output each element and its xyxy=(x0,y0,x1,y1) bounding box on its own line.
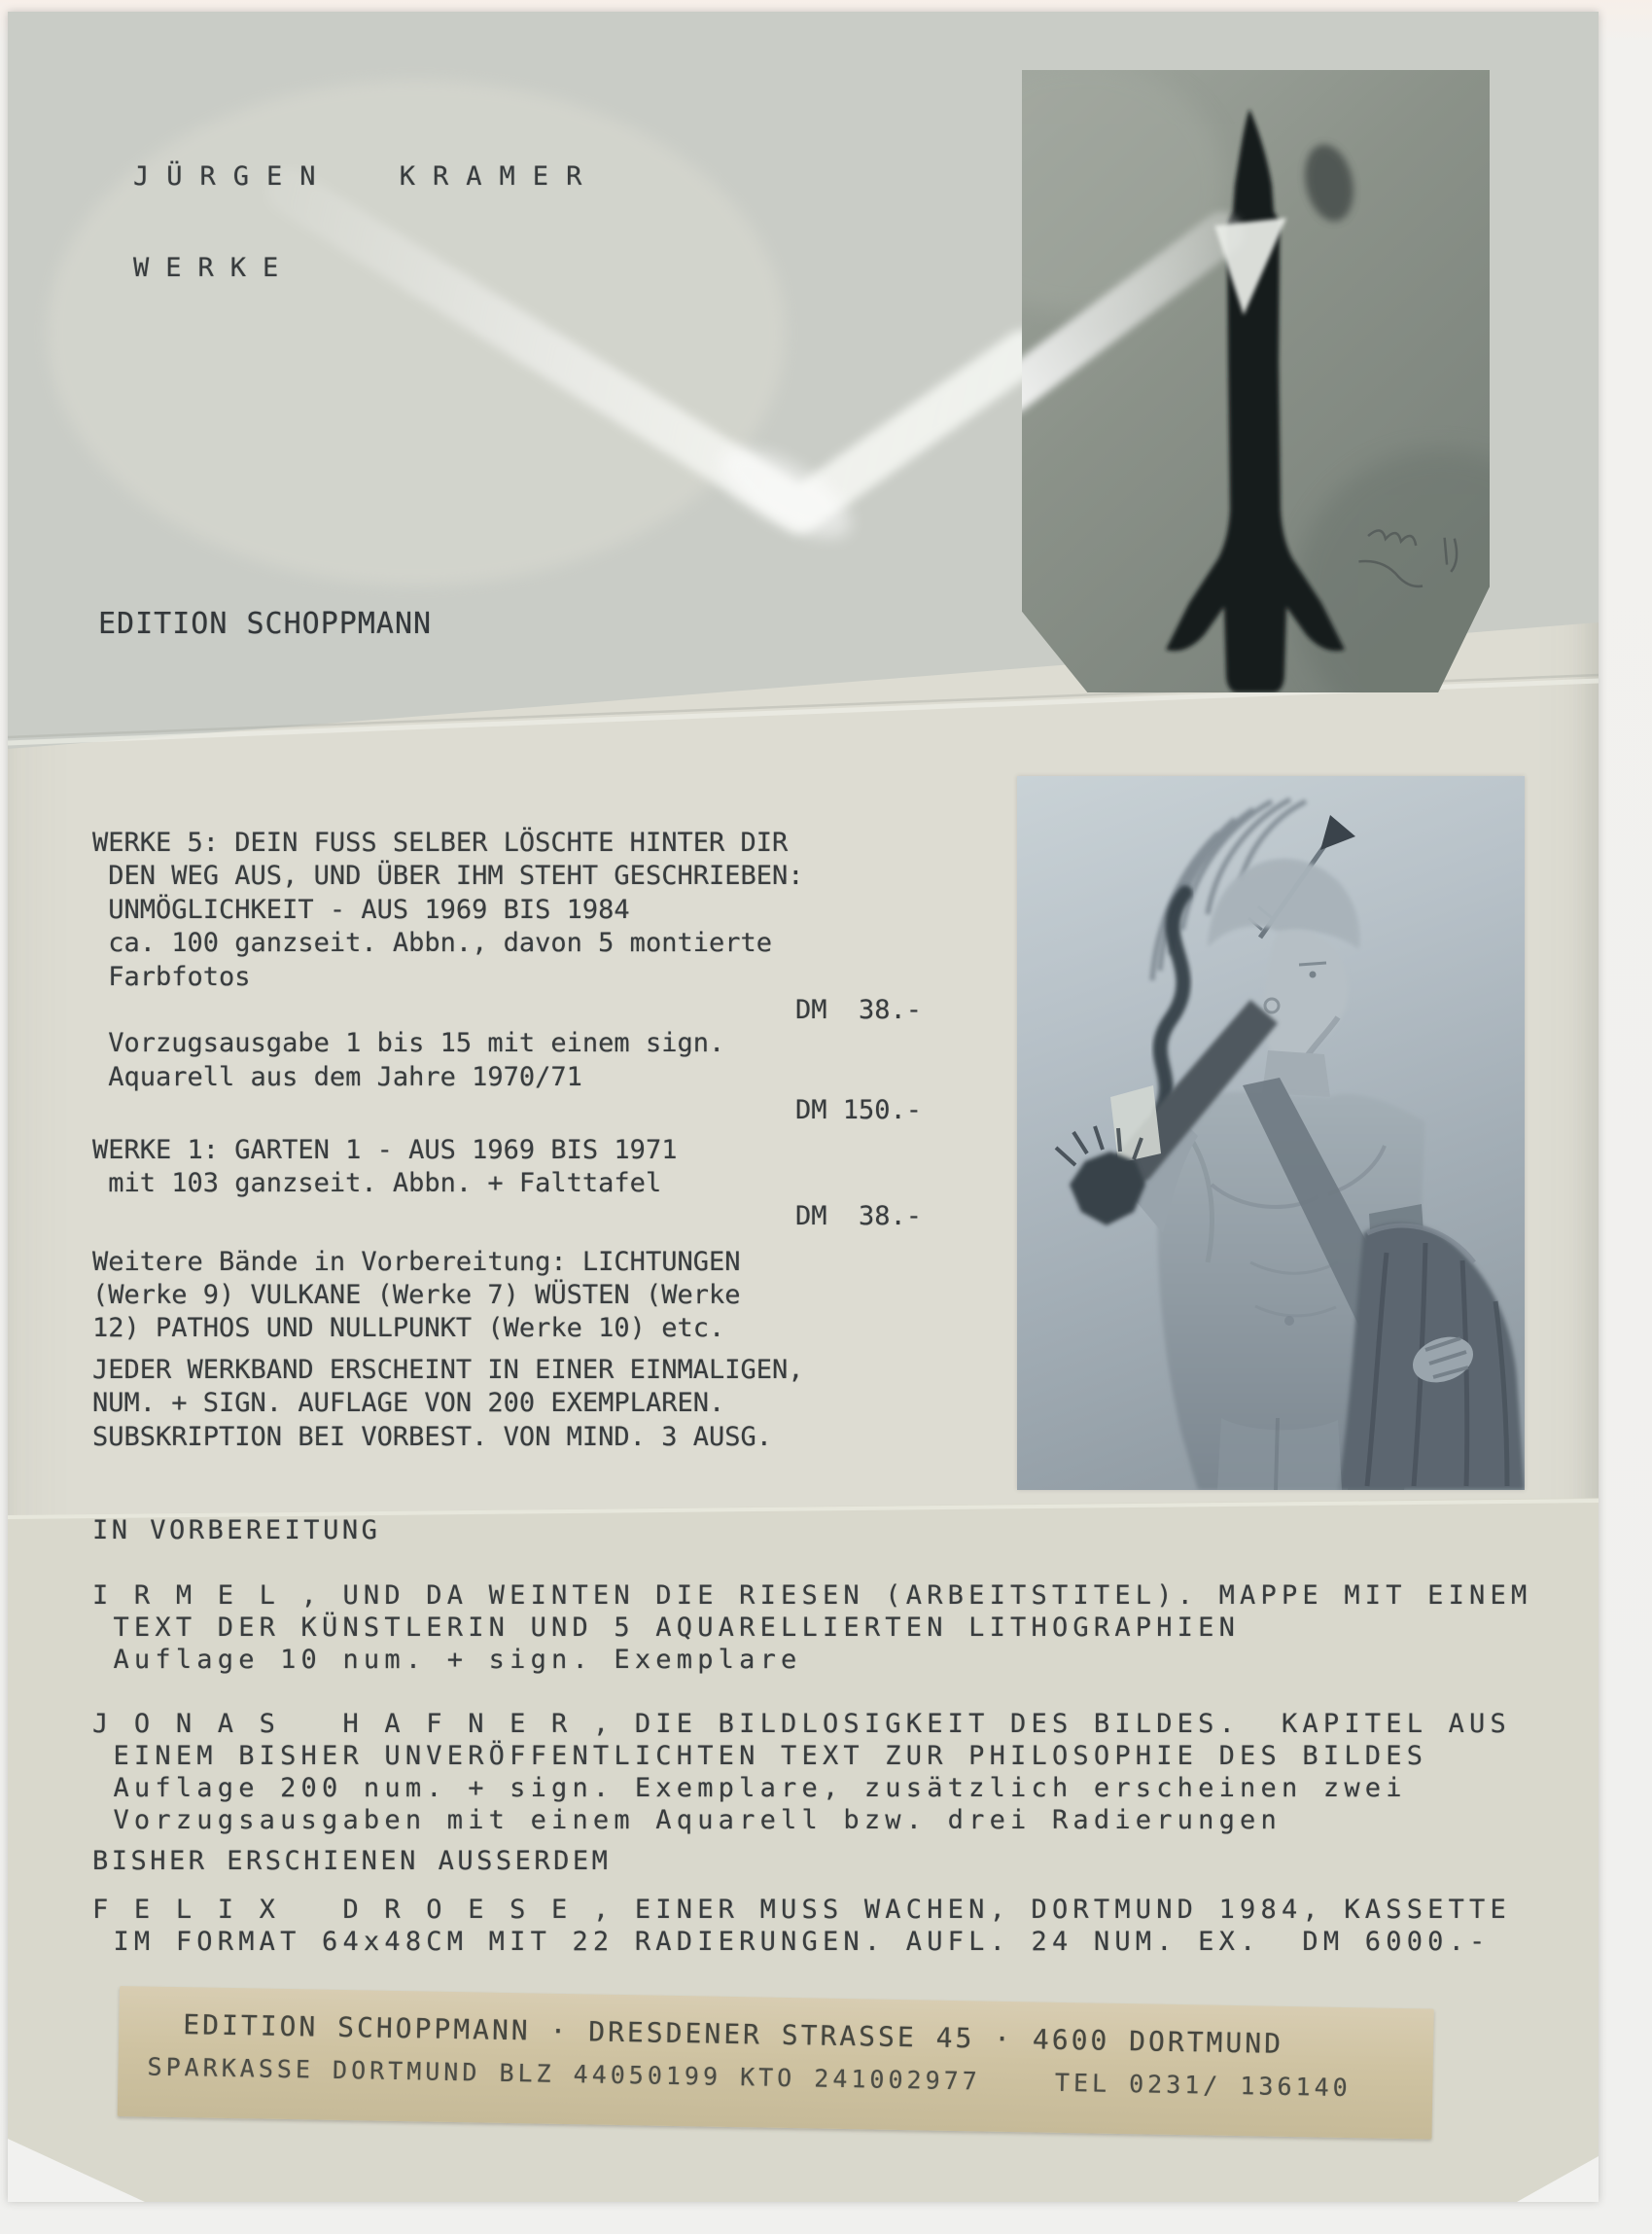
warrior-statue-photo xyxy=(1017,776,1525,1490)
publisher-name: EDITION SCHOPPMANN xyxy=(98,607,433,641)
catalog-line: NUM. + SIGN. AUFLAGE VON 200 EXEMPLAREN. xyxy=(92,1388,725,1419)
section-heading: BISHER ERSCHIENEN AUSSERDEM xyxy=(92,1846,612,1876)
catalog-line: DEN WEG AUS, UND ÜBER IHM STEHT GESCHRIEBEN: xyxy=(92,861,804,892)
announcement-line: EINEM BISHER UNVERÖFFENTLICHTEN TEXT ZUR PHILOSOPHIE DES BILDES xyxy=(92,1741,1428,1771)
rocket-painting-photo xyxy=(1022,70,1490,692)
artist-name: JÜRGEN KRAMER xyxy=(133,161,600,192)
announcement-line: IM FORMAT 64x48CM MIT 22 RADIERUNGEN. AUFL. 24 NUM. EX. DM 6000.- xyxy=(92,1927,1491,1957)
announcement-line: Auflage 10 num. + sign. Exemplare xyxy=(92,1645,802,1675)
announcement-line: Vorzugsausgaben mit einem Aquarell bzw. drei Radierungen xyxy=(92,1805,1282,1835)
catalog-line: ca. 100 ganzseit. Abbn., davon 5 montierte xyxy=(92,928,772,959)
address-label xyxy=(118,1986,1434,2140)
series-title: WERKE xyxy=(133,253,296,283)
label-address-line: EDITION SCHOPPMANN · DRESDENER STRASSE 45 · 4600 DORTMUND xyxy=(183,2008,1284,2060)
paper-light-patch xyxy=(47,80,786,585)
announcement-line: J O N A S H A F N E R , DIE BILDLOSIGKEIT DES BILDES. KAPITEL AUS xyxy=(92,1709,1511,1739)
announcements-section xyxy=(92,1514,1531,1958)
catalog-line: 12) PATHOS UND NULLPUNKT (Werke 10) etc. xyxy=(92,1313,725,1344)
catalog-line: Weitere Bände in Vorbereitung: LICHTUNGEN xyxy=(92,1246,741,1277)
warrior-statue-art xyxy=(1017,776,1525,1490)
price-line: DM 38.- xyxy=(795,994,923,1025)
catalog-line: WERKE 1: GARTEN 1 - AUS 1969 BIS 1971 xyxy=(92,1134,678,1165)
section-heading: IN VORBEREITUNG xyxy=(92,1515,381,1545)
navel xyxy=(1284,1316,1294,1326)
catalog-line: Farbfotos xyxy=(92,961,251,992)
rocket-painting-art xyxy=(1022,70,1490,692)
catalog-line: Aquarell aus dem Jahre 1970/71 xyxy=(92,1061,582,1092)
catalog-line: UNMÖGLICHKEIT - AUS 1969 BIS 1984 xyxy=(92,894,630,925)
price-line: DM 150.- xyxy=(795,1095,923,1126)
catalog-line: (Werke 9) VULKANE (Werke 7) WÜSTEN (Werke xyxy=(92,1280,741,1311)
price-line: DM 38.- xyxy=(795,1201,923,1232)
catalog-line: WERKE 5: DEIN FUSS SELBER LÖSCHTE HINTER DIR xyxy=(92,828,789,858)
catalog-line: Vorzugsausgabe 1 bis 15 mit einem sign. xyxy=(92,1028,725,1059)
announcement-line: Auflage 200 num. + sign. Exemplare, zusätzlich erscheinen zwei xyxy=(92,1773,1407,1803)
announcement-line: TEXT DER KÜNSTLERIN UND 5 AQUARELLIERTEN LITHOGRAPHIEN xyxy=(92,1613,1241,1643)
announcement-line: I R M E L , UND DA WEINTEN DIE RIESEN (ARBEITSTITEL). MAPPE MIT EINEM xyxy=(92,1580,1532,1611)
label-bank-line: SPARKASSE DORTMUND BLZ 44050199 KTO 241002977 TEL 0231/ 136140 xyxy=(147,2052,1352,2103)
catalog-line: SUBSKRIPTION BEI VORBEST. VON MIND. 3 AUSG. xyxy=(92,1421,772,1452)
catalog-section xyxy=(92,827,922,1454)
paper-page xyxy=(8,12,1599,2202)
announcement-line: F E L I X D R O E S E , EINER MUSS WACHEN, DORTMUND 1984, KASSETTE xyxy=(92,1895,1511,1925)
catalog-line: mit 103 ganzseit. Abbn. + Falttafel xyxy=(92,1167,662,1198)
catalog-line: JEDER WERKBAND ERSCHEINT IN EINER EINMALIGEN, xyxy=(92,1354,804,1385)
